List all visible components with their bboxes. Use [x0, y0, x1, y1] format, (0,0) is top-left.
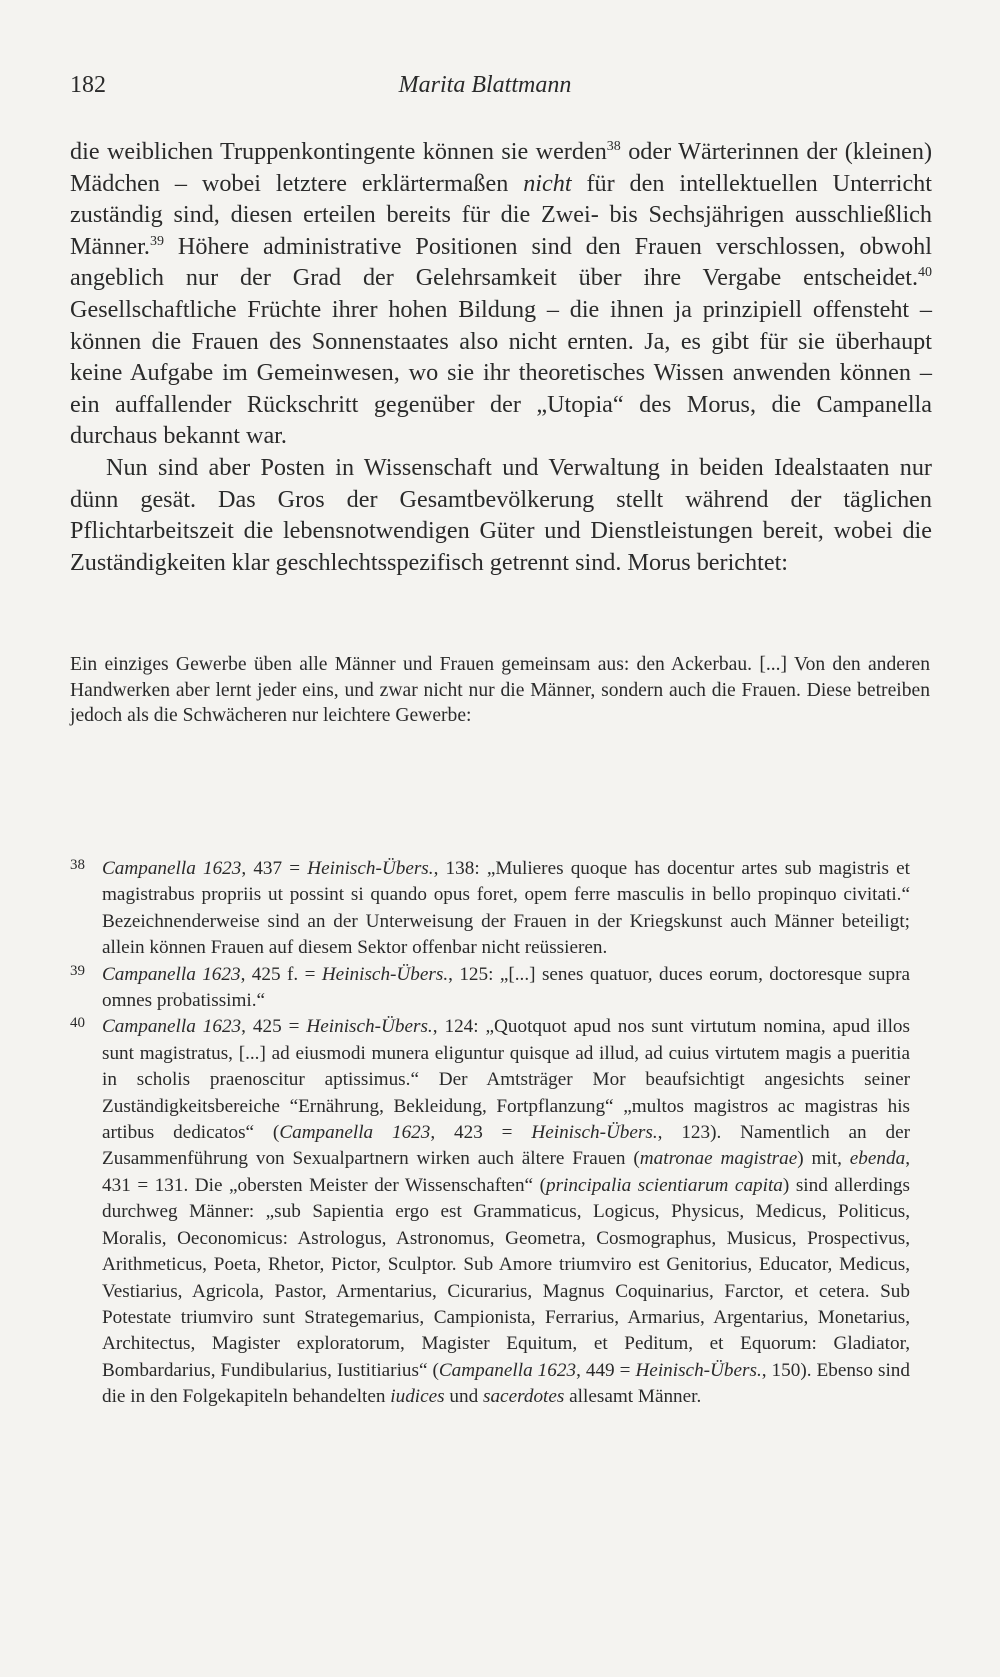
footnote-39: 39 Campanella 1623, 425 f. = Heinisch-Übers., 125: „[...] senes quatuor, duces eorum, doctoresque supra omnes probatissimi.“ — [70, 962, 910, 1015]
page-number: 182 — [70, 72, 106, 98]
footnote-ref-38[interactable]: 38 — [606, 139, 621, 154]
quote-text: Ein einziges Gewerbe üben alle Männer und Frauen gemeinsam aus: den Ackerbau. [...] Von den anderen Handwerken aber lernt jeder eins, und zwar nicht nur die Männer, sondern auch die Frauen. Diese betreiben jedoch als die Schwächeren nur leichtere Gewerbe: — [70, 654, 930, 727]
footnote-number: 40 — [70, 1015, 85, 1032]
body-text — [70, 136, 932, 578]
page-header — [70, 72, 900, 112]
footnote-number: 39 — [70, 962, 85, 979]
footnote-number: 38 — [70, 857, 85, 873]
footnote-ref-39[interactable]: 39 — [149, 233, 164, 249]
footnote-40: 40 Campanella 1623, 425 = Heinisch-Übers., 124: „Quotquot apud nos sunt virtutum nomina, apud illos sunt magistratus, [...] ad eiusmodi munera eliguntur quisque ad illud, ad cuius virtutem magis a pueritia in scholis praenoscitur aptissimus.“ Der Amtsträger Mor beaufsichtigt angesichts seiner Zuständigkeitsbereiche “Ernährung, Bekleidung, Fortpflanzung“ „multos magistros ac magistras his artibus dedicatos“ (Campanella 1623, 423 = Heinisch-Übers., 123). Namentlich an der Zusammenführung von Sexualpartnern wirken auch ältere Frauen (matronae magistrae) mit, ebenda, 431 = 131. Die „obersten Meister der Wissenschaften“ (principalia scientiarum capita) sind allerdings durchweg Männer: „sub Sapientia ergo est Grammaticus, Logicus, Physicus, Medicus, Politicus, Moralis, Oeconomicus: Astrologus, Astronomus, Geometra, Cosmographus, Musicus, Prospectivus, Arithmeticus, Poeta, Rhetor, Pictor, Sculptor. Sub Amore triumviro est Genitorius, Educator, Medicus, Vestiarius, Agricola, Pastor, Armentarius, Cicurarius, Magnus Coquinarius, Farctor, et cetera. Sub Potestate triumviro sunt Strategemarius, Campionista, Ferrarius, Armarius, Argentarius, Monetarius, Architectus, Magister exploratorum, Magister Equitum, et Peditum, et Equorum: Gladiator, Bombardarius, Fundibularius, Iustitiarius“ (Campanella 1623, 449 = Heinisch-Übers., 150). Ebenso sind die in den Folgekapiteln behandelten iudices und sacerdotes allesamt Männer. — [70, 1014, 910, 1410]
footnote-38: 38 Campanella 1623, 437 = Heinisch-Übers., 138: „Mulieres quoque has docentur artes sub magistris et magistrabus propriis ut possint si quando opus foret, opem ferre masculis in bello propinquo civitati.“ Bezeichnenderweise sind an der Unterweisung der Frauen in der Kriegskunst auch Männer beteiligt; allein können Frauen auf diesem Sektor offenbar nicht reüssieren. — [70, 856, 910, 962]
footnotes — [70, 856, 910, 1411]
body-paragraph-2: Nun sind aber Posten in Wissenschaft und Verwaltung in beiden Idealstaaten nur dünn gesät. Das Gros der Gesamtbevölkerung stellt während der täglichen Pflichtarbeitszeit die lebensnotwendigen Güter und Dienstleistungen bereit, wobei die Zuständigkeiten klar geschlechtsspezifisch getrennt sind. Morus berichtet: — [70, 453, 932, 576]
body-paragraph-1: die weiblichen Truppenkontingente können sie werden$^{38}$ oder Wärterinnen der (kleinen) Mädchen – wobei letztere erklärtermaßen nicht für den intellektuellen Unterricht zuständig sind, diesen erteilen bereits für die Zwei- bis Sechsjährigen ausschließlich Männer.$^{39}$ Höhere administrative Positionen sind den Frauen verschlossen, obwohl angeblich nur der Grad der Gelehrsamkeit über ihre Vergabe entscheidet.$^{40}$ Gesellschaftliche Früchte ihrer hohen Bildung – die ihnen ja prinzipiell offensteht – können die Frauen des Sonnenstaates also nicht ernten. Ja, es gibt für sie überhaupt keine Aufgabe im Gemeinwesen, wo sie ihr theoretisches Wissen anwenden können – ein auffallender Rückschritt gegenüber der „Utopia“ des Morus, die Campanella durchaus bekannt war. — [70, 138, 933, 450]
footnote-ref-40[interactable]: 40 — [918, 265, 932, 281]
block-quote — [70, 652, 930, 729]
running-head: Marita Blattmann — [398, 72, 572, 98]
